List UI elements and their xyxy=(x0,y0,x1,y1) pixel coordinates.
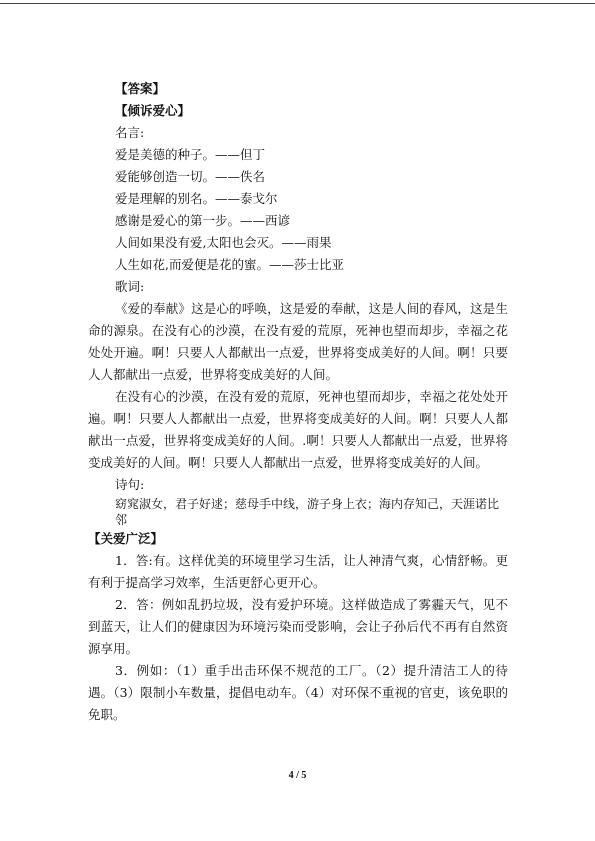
quote-line: 感谢是爱心的第一步。——西谚 xyxy=(115,213,291,228)
answer-heading: 【答案】 xyxy=(115,81,166,96)
quote-line: 人生如花,而爱便是花的蜜。——莎士比亚 xyxy=(115,257,344,272)
lyrics-paragraph: 在没有心的沙漠，在没有爱的荒原，死神也望而却步，幸福之花处处开遍。啊！只要人人都献出一点爱，世界将变成美好的人间。啊！只要人人都献出一点爱，世界将变成美好的人间。.啊！只要人人都献出一点爱，世界将变成美好的人间。啊！只要人人都献出一点爱，世界将变成美好的人间。 xyxy=(88,389,508,470)
page-number: 4 / 5 xyxy=(288,770,307,781)
quote-line: 人间如果没有爱,太阳也会灭。——雨果 xyxy=(115,235,332,250)
answer-item: 3．例如：（1）重手出击环保不规范的工厂。（2）提升清洁工人的待遇。（3）限制小车数量，提倡电动车。（4）对环保不重视的官吏，该免职的免职。 xyxy=(88,663,508,722)
answer-item: 1．答:有。这样优美的环境里学习生活，让人神清气爽，心情舒畅。更有利于提高学习效率，生活更舒心更开心。 xyxy=(88,553,508,590)
section-heading-care: 【关爱广泛】 xyxy=(88,531,164,546)
header-rule xyxy=(0,3,595,4)
section-heading-love: 【倾诉爱心】 xyxy=(115,103,191,118)
poetry-label: 诗句: xyxy=(115,477,145,492)
lyrics-paragraph: 《爱的奉献》这是心的呼唤，这是爱的奉献，这是人间的春风，这是生命的源泉。在没有心的沙漠，在没有爱的荒原，死神也望而却步，幸福之花处处开遍。啊！只要人人都献出一点爱，世界将变成美好的人间。啊！只要人人都献出一点爱，世界将变成美好的人间。 xyxy=(88,301,508,382)
answer-item: 2．答：例如乱扔垃圾，没有爱护环境。这样做造成了雾霾天气，见不到蓝天，让人们的健康因为环境污染而受影响，会让子孙后代不再有自然资源享用。 xyxy=(88,597,508,656)
quote-line: 爱是理解的别名。——泰戈尔 xyxy=(115,191,278,206)
document-body xyxy=(88,78,508,726)
lyrics-label: 歌词: xyxy=(115,279,145,294)
quotes-label: 名言: xyxy=(115,125,145,140)
quote-line: 爱能够创造一切。——佚名 xyxy=(115,169,266,184)
poetry-text: 窈窕淑女，君子好逑；慈母手中线，游子身上衣；海内存知己，天涯诺比邻 xyxy=(115,497,500,527)
quote-line: 爱是美德的种子。——但丁 xyxy=(115,147,266,162)
